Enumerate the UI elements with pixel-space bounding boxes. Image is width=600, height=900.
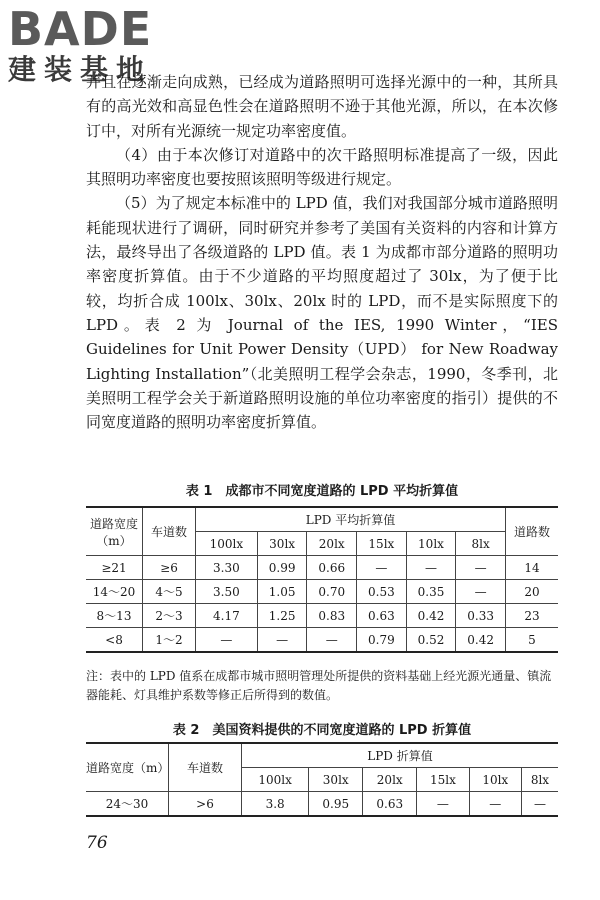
t1-cell-value: 1.25 — [257, 604, 307, 628]
t2-cell-value: — — [469, 792, 521, 817]
t1-cell-value: — — [307, 628, 357, 653]
t2-cell-value: — — [417, 792, 469, 817]
t1-cell-lanes: 4～5 — [143, 580, 196, 604]
t2-cell-value: 0.63 — [363, 792, 417, 817]
logo-subtitle: 建装基地 — [8, 53, 153, 86]
t1-cell-value: 0.53 — [357, 580, 407, 604]
t2-illuminance-100lx: 100lx — [242, 768, 309, 792]
t1-cell-lanes: 2～3 — [143, 604, 196, 628]
t1-illuminance-8lx: 8lx — [456, 532, 506, 556]
t1-cell-value: 0.35 — [406, 580, 456, 604]
t1-illuminance-10lx: 10lx — [406, 532, 456, 556]
table1-note: 注：表中的 LPD 值系在成都市城市照明管理处所提供的资料基础上经光源光通量、镇流器能耗、灯具维护系数等修正后所得到的数值。 — [86, 669, 552, 702]
t1-cell-value: 3.30 — [196, 556, 258, 580]
t2-illuminance-15lx: 15lx — [417, 768, 469, 792]
t1-cell-value: — — [406, 556, 456, 580]
t2-cell-lanes: >6 — [169, 792, 242, 817]
t2-illuminance-8lx: 8lx — [521, 768, 558, 792]
table1-caption: 表 1 成都市不同宽度道路的 LPD 平均折算值 — [185, 484, 459, 499]
t2-header-width: 道路宽度（m） — [86, 743, 169, 792]
t1-cell-value: 0.52 — [406, 628, 456, 653]
t1-cell-count: 14 — [506, 556, 559, 580]
table2 — [86, 742, 558, 817]
t1-illuminance-30lx: 30lx — [257, 532, 307, 556]
t1-cell-value: — — [257, 628, 307, 653]
t1-cell-value: 0.66 — [307, 556, 357, 580]
t1-header-lpd: LPD 平均折算值 — [196, 507, 506, 532]
paragraph-1: 并且在逐渐走向成熟，已经成为道路照明可选择光源中的一种，其所具有的高光效和高显色性会在道路照明不逊于其他光源，所以，在本次修订中，对所有光源统一规定功率密度值。 — [86, 73, 558, 140]
paragraph-2: （4）由于本次修订对道路中的次干路照明标准提高了一级，因此其照明功率密度也要按照该照明等级进行规定。 — [86, 145, 558, 189]
t1-cell-lanes: 1～2 — [143, 628, 196, 653]
t2-cell-value: 3.8 — [242, 792, 309, 817]
t1-cell-value: — — [196, 628, 258, 653]
t1-cell-value: 1.05 — [257, 580, 307, 604]
t2-illuminance-20lx: 20lx — [363, 768, 417, 792]
t1-illuminance-15lx: 15lx — [357, 532, 407, 556]
t1-cell-count: 5 — [506, 628, 559, 653]
page-number: 76 — [86, 833, 108, 853]
t1-cell-value: 0.99 — [257, 556, 307, 580]
t1-cell-width: <8 — [86, 628, 143, 653]
t1-cell-width: 14～20 — [86, 580, 143, 604]
t2-illuminance-30lx: 30lx — [309, 768, 363, 792]
logo-brand: BADE — [8, 2, 153, 56]
t1-cell-value: 0.42 — [406, 604, 456, 628]
t2-cell-value: — — [521, 792, 558, 817]
t1-illuminance-100lx: 100lx — [196, 532, 258, 556]
t1-cell-value: 0.42 — [456, 628, 506, 653]
t1-cell-value: 0.83 — [307, 604, 357, 628]
t1-cell-value: 0.33 — [456, 604, 506, 628]
t2-cell-value: 0.95 — [309, 792, 363, 817]
t1-cell-value: 3.50 — [196, 580, 258, 604]
t1-cell-value: — — [357, 556, 407, 580]
table2-caption: 表 2 美国资料提供的不同宽度道路的 LPD 折算值 — [172, 723, 472, 738]
body-text — [86, 70, 558, 434]
t1-cell-width: ≥21 — [86, 556, 143, 580]
t2-header-lanes: 车道数 — [169, 743, 242, 792]
t1-cell-value: — — [456, 556, 506, 580]
t1-cell-value: 0.63 — [357, 604, 407, 628]
t1-cell-count: 23 — [506, 604, 559, 628]
t1-cell-value: 0.79 — [357, 628, 407, 653]
t2-header-lpd: LPD 折算值 — [242, 743, 559, 768]
t1-cell-value: 4.17 — [196, 604, 258, 628]
table-row — [86, 628, 558, 653]
t1-header-lanes: 车道数 — [143, 507, 196, 556]
t1-header-count: 道路数 — [506, 507, 559, 556]
t1-cell-value: — — [456, 580, 506, 604]
t1-header-width: 道路宽度（m） — [86, 507, 143, 556]
t1-illuminance-20lx: 20lx — [307, 532, 357, 556]
table-row — [86, 556, 558, 580]
t1-cell-lanes: ≥6 — [143, 556, 196, 580]
table-row — [86, 580, 558, 604]
table-row — [86, 792, 558, 817]
t2-illuminance-10lx: 10lx — [469, 768, 521, 792]
table1 — [86, 506, 558, 653]
table-row — [86, 604, 558, 628]
t1-cell-value: 0.70 — [307, 580, 357, 604]
paragraph-3: （5）为了规定本标准中的 LPD 值，我们对我国部分城市道路照明耗能现状进行了调研，同时研究并参考了美国有关资料的内容和计算方法，最终导出了各级道路的 LPD 值。表 1 为成都市部分道路的照明功率密度折算值。由于不少道路的平均照度超过了 30lx，为了便于比较，均折合成 100lx、30lx、20lx 时的 LPD，而不是实际照度下的 LPD。表 2 为 Journal of the IES, 1990 Winter，“IES Guidelines for Unit Power Density（UPD） for New Roadway Lighting Installation”（北美照明工程学会杂志，1990，冬季刊，北美照明工程学会关于新道路照明设施的单位功率密度的指引）提供的不同宽度道路的照明功率密度折算值。 — [86, 194, 558, 432]
t2-cell-width: 24～30 — [86, 792, 169, 817]
t1-cell-width: 8～13 — [86, 604, 143, 628]
t1-cell-count: 20 — [506, 580, 559, 604]
